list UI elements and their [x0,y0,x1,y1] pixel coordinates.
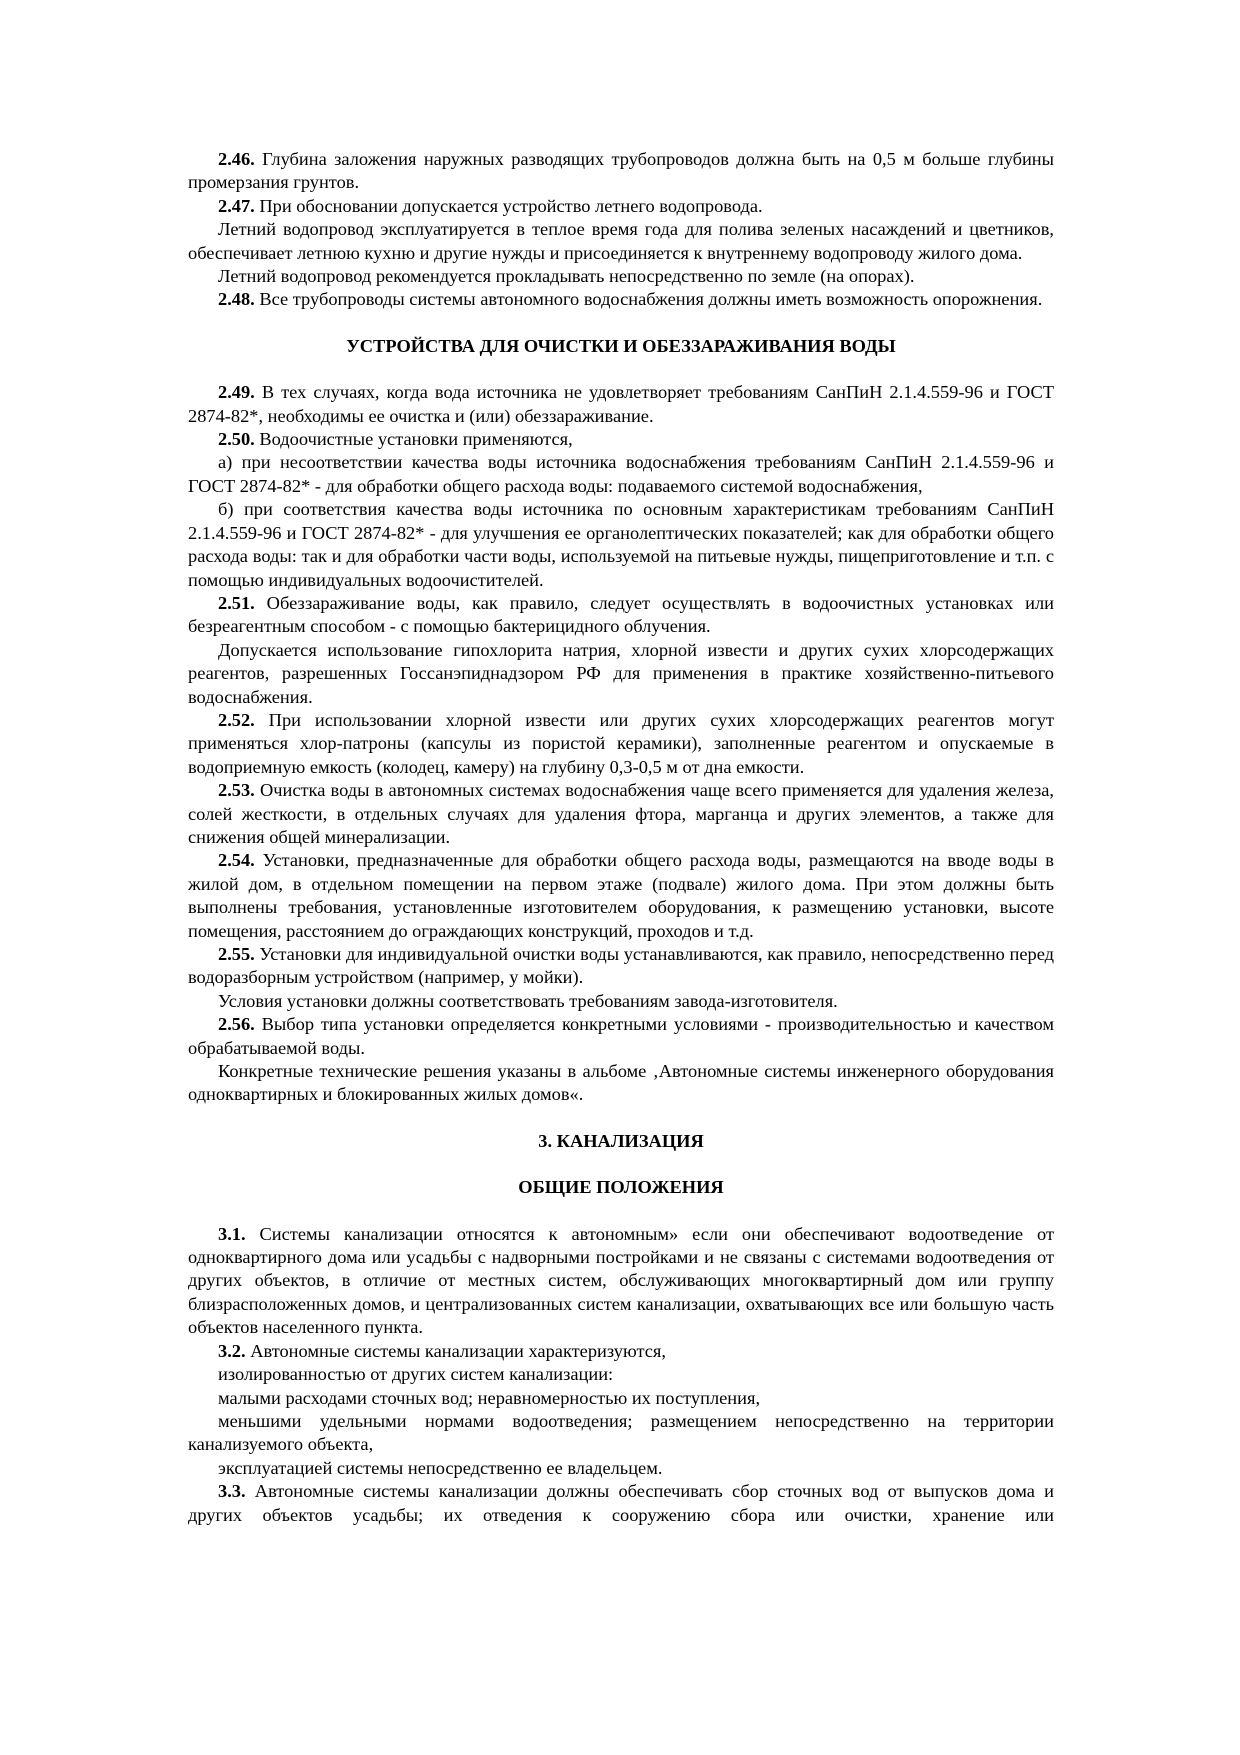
paragraph-text: Допускается использование гипохлорита натрия, хлорной извести и других сухих хлорсодержащих реагентов, разрешенных Госсанэпиднадзором РФ для применения в практике хозяйственно-питьевого водоснабжения. [188,639,1054,707]
paragraph [188,218,1054,265]
paragraph [188,639,1054,709]
paragraph-text: Водоочистные установки применяются, [254,429,573,450]
paragraph-text: Конкретные технические решения указаны в альбоме ‚Автономные системы инженерного оборудования одноквартирных и блокированных жилых домов«. [188,1061,1054,1105]
paragraph [188,1223,1054,1340]
paragraph [188,148,1054,195]
paragraph [188,428,1054,451]
paragraph [188,1340,1054,1363]
paragraph [188,1410,1054,1457]
paragraph [188,990,1054,1013]
clause-number: 2.50. [218,429,255,450]
paragraph [188,1387,1054,1410]
paragraph-text: Все трубопроводы системы автономного водоснабжения должны иметь возможность опорожнения. [254,289,1043,310]
document-page [188,148,1054,1527]
paragraph-text: меньшими удельными нормами водоотведения; размещением непосредственно на территории канализуемого объекта, [188,1410,1054,1455]
clause-number: 3.2. [218,1340,246,1361]
paragraph [188,1013,1054,1060]
paragraph-text: изолированностью от других систем канализации: [218,1364,614,1385]
paragraph-text: а) при несоответствии качества воды источника водоснабжения требованиям СанПиН 2.1.4.559-96 и ГОСТ 2874-82* - для обработки общего расхода воды: подаваемого системой водоснабжения, [188,452,1054,496]
paragraph [188,1480,1054,1527]
paragraph [188,709,1054,779]
paragraph-text: Летний водопровод эксплуатируется в теплое время года для полива зеленых насаждений и цветников, обеспечивает летнюю кухню и другие нужды и присоединяется к внутреннему водопроводу жилого дома. [188,219,1054,263]
clause-number: 3.3. [218,1481,246,1502]
paragraph-text: б) при соответствия качества воды источника по основным характеристикам требованиям СанПиН 2.1.4.559-96 и ГОСТ 2874-82* - для улучшения ее органолептических показателей; как для обработки общего расхода воды: так и для обработки части воды, используемой на питьевые нужды, пищеприготовление и т.п. с помощью индивидуальных водоочистителей. [188,499,1054,590]
clause-number: 2.51. [218,592,255,613]
paragraph-text: При использовании хлорной извести или других сухих хлорсодержащих реагентов могут применяться хлор-патроны (капсулы из пористой керамики), заполненные реагентом и опускаемые в водоприемную емкость (колодец, камеру) на глубину 0,3-0,5 м от дна емкости. [188,709,1054,777]
section-heading: УСТРОЙСТВА ДЛЯ ОЧИСТКИ И ОБЕЗЗАРАЖИВАНИЯ ВОДЫ [346,335,896,356]
paragraph [188,779,1054,849]
paragraph [188,849,1054,943]
paragraph-text: малыми расходами сточных вод; неравномерностью их поступления, [218,1387,761,1408]
clause-number: 2.52. [218,709,255,730]
clause-number: 2.55. [218,944,255,964]
paragraph [188,1457,1054,1480]
clause-number: 2.56. [218,1014,255,1035]
paragraph [188,451,1054,498]
paragraph-text: Системы канализации относятся к автономным» если они обеспечивают водоотведение от одноквартирного дома или усадьбы с надворными постройками и не связаны с системами водоотведения от других объектов, в отличие от местных систем, обслуживающих многоквартирный дом или группу близрасположенных домов, и централизованных систем канализации, охватывающих все или большую часть объектов населенного пункта. [188,1223,1054,1338]
clause-number: 2.47. [218,195,255,216]
paragraph-text: В тех случаях, когда вода источника не удовлетворяет требованиям СанПиН 2.1.4.559-96 и ГОСТ 2874-82*, необходимы ее очистка и (или) обеззараживание. [188,382,1054,426]
clause-number: 3.1. [218,1223,246,1244]
paragraph-text: Автономные системы канализации должны обеспечивать сбор сточных вод от выпусков дома и других объектов усадьбы; их отведения к сооружению сбора или очистки, хранение или [188,1481,1054,1525]
paragraph [188,498,1054,592]
paragraph [188,592,1054,639]
paragraph-text: Установки, предназначенные для обработки общего расхода воды, размещаются на вводе воды в жилой дом, в отдельном помещении на первом этаже (подвале) жилого дома. При этом должны быть выполнены требования, установленные изготовителем оборудования, к размещению установки, высоте помещения, расстоянием до ограждающих конструкций, проходов и т.д. [188,850,1054,941]
paragraph-text: Очистка воды в автономных системах водоснабжения чаще всего применяется для удаления железа, солей жесткости, в отдельных случаях для удаления фтора, марганца и других элементов, а также для снижения общей минерализации. [188,780,1054,847]
paragraph-text: Глубина заложения наружных разводящих трубопроводов должна быть на 0,5 м больше глубины промерзания грунтов. [188,149,1054,193]
clause-number: 2.46. [218,149,255,169]
clause-number: 2.54. [218,850,255,871]
paragraph [188,288,1054,311]
paragraph [188,1363,1054,1386]
paragraph-text: Установки для индивидуальной очистки воды устанавливаются, как правило, непосредственно перед водоразборным устройством (например, у мойки). [188,944,1054,988]
paragraph-text: Автономные системы канализации характеризуются, [245,1340,666,1361]
paragraph-text: Выбор типа установки определяется конкретными условиями - производительностью и качеством обрабатываемой воды. [188,1014,1054,1058]
paragraph-text: При обосновании допускается устройство летнего водопровода. [254,195,763,216]
paragraph-text: Летний водопровод рекомендуется прокладывать непосредственно по земле (на опорах). [218,266,915,287]
clause-number: 2.48. [218,289,255,310]
paragraph [188,1060,1054,1107]
section-heading: ОБЩИЕ ПОЛОЖЕНИЯ [518,1177,724,1198]
paragraph [188,943,1054,990]
clause-number: 2.49. [218,382,255,403]
paragraph-text: Условия установки должны соответствовать требованиям завода-изготовителя. [218,990,838,1011]
paragraph-text: эксплуатацией системы непосредственно ее владельцем. [218,1457,663,1478]
paragraph [188,265,1054,288]
paragraph [188,381,1054,428]
paragraph-text: Обеззараживание воды, как правило, следует осуществлять в водоочистных установках или безреагентным способом - с помощью бактерицидного облучения. [188,592,1054,637]
paragraph [188,195,1054,218]
section-heading: 3. КАНАЛИЗАЦИЯ [538,1130,704,1151]
clause-number: 2.53. [218,780,255,801]
